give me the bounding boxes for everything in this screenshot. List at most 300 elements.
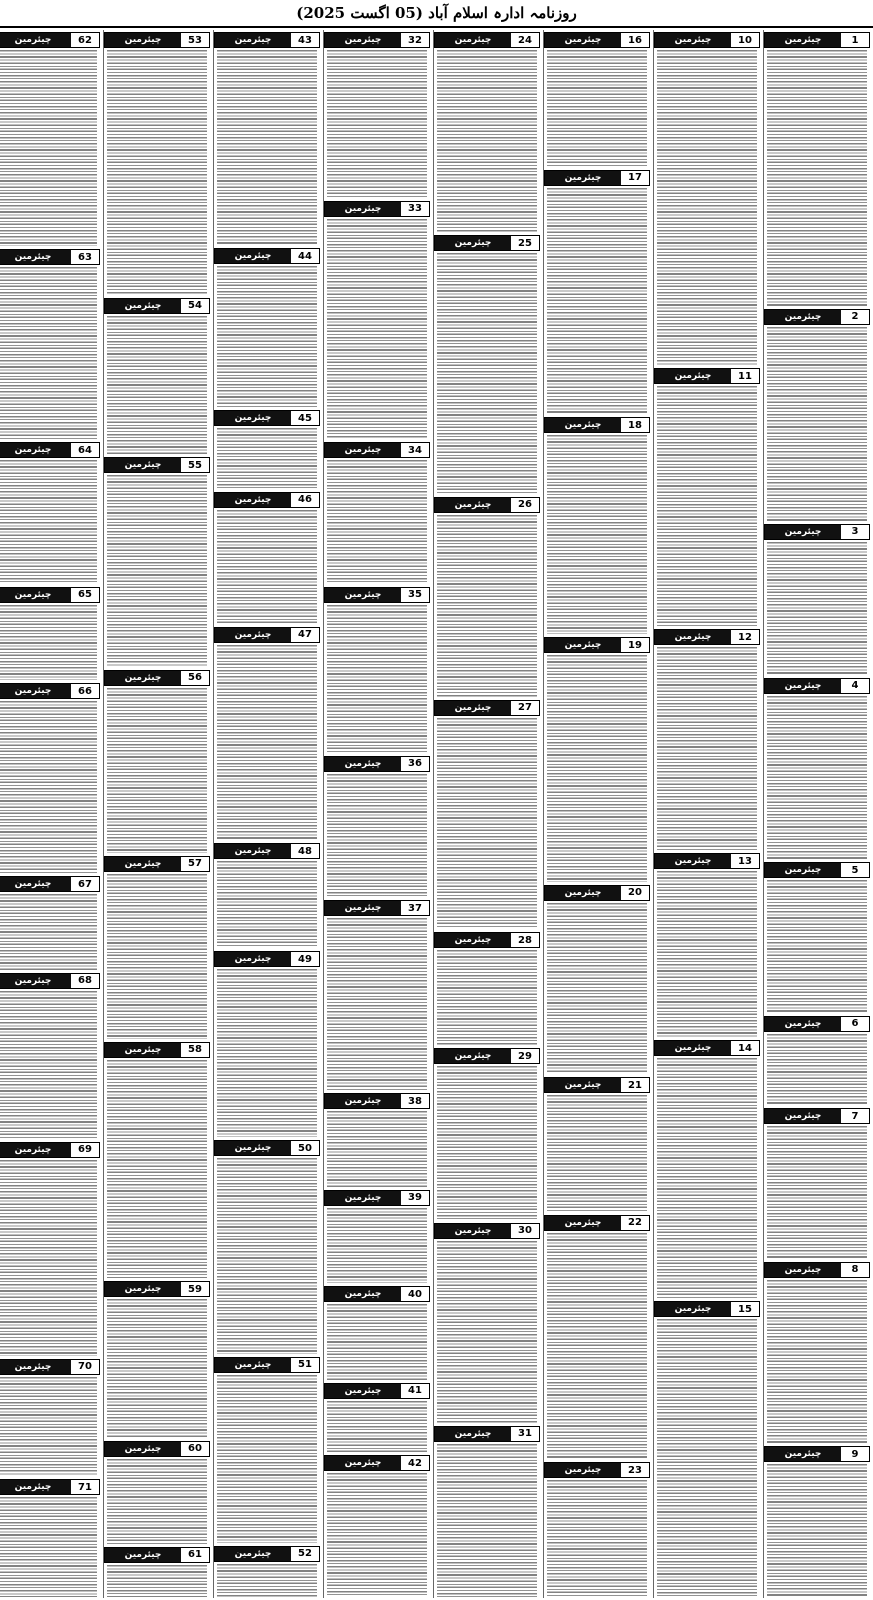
story-text-block <box>327 1111 427 1187</box>
story-label: چیئرمین <box>215 411 291 425</box>
story-number: 55 <box>181 458 209 472</box>
story-label: چیئرمین <box>0 1143 71 1157</box>
story-number: 25 <box>511 236 539 250</box>
story-header <box>104 1042 210 1058</box>
story-header <box>654 853 760 869</box>
story-number: 34 <box>401 443 429 457</box>
story-label: چیئرمین <box>545 418 621 432</box>
story-text-block <box>327 605 427 753</box>
story-number: 8 <box>841 1263 869 1277</box>
story-label: چیئرمین <box>215 1141 291 1155</box>
news-story <box>0 1477 100 1598</box>
story-number: 43 <box>291 33 319 47</box>
story-header <box>764 309 870 325</box>
story-number: 52 <box>291 1547 319 1561</box>
story-number: 40 <box>401 1287 429 1301</box>
story-header <box>214 32 320 48</box>
story-label: چیئرمین <box>325 443 401 457</box>
story-label: چیئرمین <box>765 525 841 539</box>
story-number: 10 <box>731 33 759 47</box>
story-header <box>434 235 540 251</box>
story-text-block <box>437 515 537 697</box>
story-header <box>0 587 100 603</box>
news-story <box>324 440 430 585</box>
news-story <box>214 490 320 625</box>
story-number: 30 <box>511 1224 539 1238</box>
story-number: 20 <box>621 886 649 900</box>
story-text-block <box>0 1497 97 1597</box>
story-label: چیئرمین <box>215 1547 291 1561</box>
story-number: 15 <box>731 1302 759 1316</box>
story-text-block <box>327 774 427 898</box>
story-header <box>214 1357 320 1373</box>
story-header <box>764 1016 870 1032</box>
news-story <box>104 30 210 296</box>
story-number: 39 <box>401 1191 429 1205</box>
story-label: چیئرمین <box>655 1041 731 1055</box>
story-label: چیئرمین <box>435 701 511 715</box>
story-label: چیئرمین <box>0 974 71 988</box>
news-column <box>433 30 540 1598</box>
news-story <box>214 30 320 246</box>
story-header <box>0 1359 100 1375</box>
story-number: 71 <box>71 1480 99 1494</box>
story-label: چیئرمین <box>105 1442 181 1456</box>
story-header <box>214 410 320 426</box>
news-column <box>653 30 760 1598</box>
story-label: چیئرمین <box>545 33 621 47</box>
story-text-block <box>547 50 647 167</box>
story-text-block <box>657 1319 757 1597</box>
story-text-block <box>0 701 97 873</box>
story-text-block <box>107 475 207 667</box>
story-header <box>324 1286 430 1302</box>
news-story <box>654 627 760 851</box>
story-header <box>434 932 540 948</box>
news-story <box>214 1544 320 1598</box>
story-label: چیئرمین <box>0 877 71 891</box>
news-story <box>544 635 650 883</box>
story-header <box>434 1048 540 1064</box>
story-header <box>104 1547 210 1563</box>
story-label: چیئرمین <box>105 857 181 871</box>
story-header <box>0 683 100 699</box>
story-label: چیئرمین <box>0 684 71 698</box>
story-header <box>324 1455 430 1471</box>
news-story <box>324 898 430 1091</box>
story-text-block <box>437 1444 537 1597</box>
story-number: 13 <box>731 854 759 868</box>
story-number: 63 <box>71 250 99 264</box>
story-label: چیئرمین <box>655 854 731 868</box>
story-header <box>434 32 540 48</box>
story-text-block <box>657 386 757 626</box>
story-label: چیئرمین <box>325 588 401 602</box>
news-story <box>324 1188 430 1285</box>
story-label: چیئرمین <box>325 1191 401 1205</box>
story-header <box>324 201 430 217</box>
story-number: 26 <box>511 498 539 512</box>
story-header <box>104 1281 210 1297</box>
news-story <box>104 455 210 668</box>
story-text-block <box>767 1034 867 1105</box>
story-number: 31 <box>511 1427 539 1441</box>
news-story <box>764 1260 870 1444</box>
news-story <box>654 366 760 627</box>
story-text-block <box>327 918 427 1090</box>
story-text-block <box>767 1126 867 1259</box>
story-number: 29 <box>511 1049 539 1063</box>
story-label: چیئرمین <box>0 33 71 47</box>
story-text-block <box>217 266 317 407</box>
story-number: 65 <box>71 588 99 602</box>
news-story <box>104 1279 210 1438</box>
story-header <box>214 843 320 859</box>
news-story <box>0 585 100 682</box>
story-header <box>104 856 210 872</box>
story-number: 41 <box>401 1384 429 1398</box>
news-story <box>434 233 540 494</box>
story-header <box>434 1426 540 1442</box>
story-label: چیئرمین <box>325 1094 401 1108</box>
story-text-block <box>217 1158 317 1353</box>
news-story <box>0 1140 100 1357</box>
story-header <box>544 170 650 186</box>
news-story <box>544 1075 650 1213</box>
story-label: چیئرمین <box>435 1224 511 1238</box>
story-text-block <box>107 1299 207 1437</box>
story-text-block <box>767 542 867 675</box>
story-header <box>214 248 320 264</box>
story-label: چیئرمین <box>105 458 181 472</box>
story-header <box>104 298 210 314</box>
news-story <box>654 30 760 366</box>
story-header <box>214 627 320 643</box>
news-story <box>104 854 210 1040</box>
story-header <box>434 497 540 513</box>
story-label: چیئرمین <box>215 628 291 642</box>
story-text-block <box>547 1233 647 1460</box>
story-label: چیئرمین <box>105 671 181 685</box>
story-header <box>214 1140 320 1156</box>
story-header <box>214 492 320 508</box>
story-text-block <box>437 1066 537 1219</box>
story-text-block <box>0 1377 97 1477</box>
story-number: 36 <box>401 757 429 771</box>
story-text-block <box>0 460 97 584</box>
news-column <box>0 30 100 1598</box>
story-text-block <box>657 50 757 365</box>
news-story <box>654 1299 760 1598</box>
story-text-block <box>767 327 867 521</box>
story-number: 17 <box>621 171 649 185</box>
story-label: چیئرمین <box>215 1358 291 1372</box>
story-label: چیئرمین <box>215 952 291 966</box>
news-story <box>214 1355 320 1544</box>
story-text-block <box>217 510 317 624</box>
story-text-block <box>217 50 317 245</box>
news-story <box>544 1460 650 1598</box>
news-story <box>434 1046 540 1220</box>
news-story <box>544 883 650 1076</box>
story-header <box>544 1077 650 1093</box>
story-header <box>544 637 650 653</box>
news-story <box>104 1439 210 1545</box>
news-story <box>214 841 320 949</box>
news-story <box>0 681 100 874</box>
story-text-block <box>327 1473 427 1597</box>
story-header <box>0 1479 100 1495</box>
story-text-block <box>547 1480 647 1597</box>
story-label: چیئرمین <box>765 1017 841 1031</box>
news-story <box>434 1424 540 1598</box>
story-text-block <box>327 1401 427 1452</box>
story-label: چیئرمین <box>545 1463 621 1477</box>
news-story <box>324 30 430 199</box>
story-text-block <box>107 50 207 295</box>
newspaper-page <box>0 28 873 1598</box>
story-text-block <box>0 267 97 439</box>
story-label: چیئرمین <box>0 1360 71 1374</box>
story-number: 37 <box>401 901 429 915</box>
news-story <box>434 495 540 698</box>
news-story <box>764 30 870 307</box>
story-number: 64 <box>71 443 99 457</box>
news-story <box>104 668 210 854</box>
story-number: 14 <box>731 1041 759 1055</box>
story-number: 21 <box>621 1078 649 1092</box>
story-header <box>214 1546 320 1562</box>
story-number: 24 <box>511 33 539 47</box>
story-text-block <box>0 991 97 1139</box>
story-number: 54 <box>181 299 209 313</box>
news-story <box>214 1138 320 1354</box>
story-number: 69 <box>71 1143 99 1157</box>
story-number: 59 <box>181 1282 209 1296</box>
story-text-block <box>217 861 317 948</box>
story-number: 27 <box>511 701 539 715</box>
story-label: چیئرمین <box>105 1548 181 1562</box>
story-text-block <box>217 428 317 488</box>
story-number: 22 <box>621 1216 649 1230</box>
story-label: چیئرمین <box>325 1287 401 1301</box>
story-header <box>434 700 540 716</box>
story-label: چیئرمین <box>545 171 621 185</box>
story-label: چیئرمین <box>765 1109 841 1123</box>
story-number: 6 <box>841 1017 869 1031</box>
story-label: چیئرمین <box>0 443 71 457</box>
story-number: 50 <box>291 1141 319 1155</box>
story-label: چیئرمین <box>765 679 841 693</box>
news-story <box>214 246 320 408</box>
story-text-block <box>327 219 427 439</box>
story-header <box>544 885 650 901</box>
news-story <box>764 522 870 676</box>
story-label: چیئرمین <box>545 1078 621 1092</box>
story-number: 70 <box>71 1360 99 1374</box>
news-story <box>324 199 430 440</box>
story-number: 53 <box>181 33 209 47</box>
story-label: چیئرمین <box>435 498 511 512</box>
story-header <box>324 1383 430 1399</box>
news-story <box>654 1038 760 1299</box>
story-number: 56 <box>181 671 209 685</box>
story-text-block <box>547 188 647 415</box>
story-number: 28 <box>511 933 539 947</box>
story-text-block <box>327 50 427 198</box>
news-story <box>764 307 870 522</box>
story-text-block <box>0 50 97 246</box>
story-number: 23 <box>621 1463 649 1477</box>
story-header <box>654 1040 760 1056</box>
story-text-block <box>437 50 537 232</box>
story-label: چیئرمین <box>435 1049 511 1063</box>
story-label: چیئرمین <box>215 249 291 263</box>
story-header <box>0 32 100 48</box>
story-number: 45 <box>291 411 319 425</box>
story-label: چیئرمین <box>765 310 841 324</box>
story-number: 66 <box>71 684 99 698</box>
news-story <box>764 1444 870 1598</box>
story-label: چیئرمین <box>215 844 291 858</box>
news-story <box>0 30 100 247</box>
story-number: 3 <box>841 525 869 539</box>
story-label: چیئرمین <box>435 236 511 250</box>
story-text-block <box>0 1160 97 1356</box>
story-label: چیئرمین <box>435 1427 511 1441</box>
story-text-block <box>0 605 97 681</box>
news-column <box>763 30 870 1598</box>
news-story <box>214 949 320 1138</box>
story-header <box>0 249 100 265</box>
story-header <box>764 524 870 540</box>
story-number: 5 <box>841 863 869 877</box>
story-number: 35 <box>401 588 429 602</box>
news-story <box>104 296 210 455</box>
story-number: 51 <box>291 1358 319 1372</box>
news-story <box>764 676 870 860</box>
story-header <box>104 670 210 686</box>
story-text-block <box>107 1459 207 1544</box>
news-story <box>324 1091 430 1188</box>
news-column <box>543 30 650 1598</box>
story-number: 16 <box>621 33 649 47</box>
story-text-block <box>437 253 537 493</box>
story-header <box>654 629 760 645</box>
story-label: چیئرمین <box>215 493 291 507</box>
story-label: چیئرمین <box>105 1043 181 1057</box>
story-text-block <box>0 894 97 970</box>
story-text-block <box>767 1280 867 1443</box>
story-header <box>104 457 210 473</box>
story-text-block <box>657 647 757 850</box>
story-header <box>0 442 100 458</box>
story-number: 18 <box>621 418 649 432</box>
story-label: چیئرمین <box>0 250 71 264</box>
story-label: چیئرمین <box>655 33 731 47</box>
news-story <box>214 625 320 841</box>
story-label: چیئرمین <box>325 757 401 771</box>
story-number: 47 <box>291 628 319 642</box>
story-text-block <box>107 1060 207 1278</box>
news-story <box>104 1040 210 1279</box>
story-label: چیئرمین <box>655 630 731 644</box>
story-text-block <box>217 1375 317 1543</box>
story-text-block <box>437 718 537 929</box>
story-label: چیئرمین <box>325 1384 401 1398</box>
story-label: چیئرمین <box>655 1302 731 1316</box>
story-text-block <box>217 645 317 840</box>
story-text-block <box>327 1208 427 1284</box>
news-column <box>103 30 210 1598</box>
story-number: 38 <box>401 1094 429 1108</box>
news-story <box>0 971 100 1140</box>
story-header <box>104 1441 210 1457</box>
story-label: چیئرمین <box>105 299 181 313</box>
story-text-block <box>657 1058 757 1298</box>
news-story <box>544 1213 650 1461</box>
news-story <box>324 1381 430 1453</box>
story-label: چیئرمین <box>105 1282 181 1296</box>
story-header <box>214 951 320 967</box>
news-story <box>0 1357 100 1478</box>
story-label: چیئرمین <box>545 886 621 900</box>
news-story <box>434 930 540 1046</box>
story-text-block <box>547 435 647 634</box>
story-number: 58 <box>181 1043 209 1057</box>
story-number: 68 <box>71 974 99 988</box>
story-header <box>544 1462 650 1478</box>
story-number: 57 <box>181 857 209 871</box>
story-header <box>654 1301 760 1317</box>
news-story <box>324 754 430 899</box>
story-header <box>764 1262 870 1278</box>
story-header <box>0 876 100 892</box>
news-story <box>434 30 540 233</box>
story-label: چیئرمین <box>765 863 841 877</box>
story-header <box>654 368 760 384</box>
story-header <box>544 32 650 48</box>
story-text-block <box>217 1564 317 1597</box>
story-number: 46 <box>291 493 319 507</box>
story-number: 7 <box>841 1109 869 1123</box>
story-label: چیئرمین <box>545 1216 621 1230</box>
story-number: 1 <box>841 33 869 47</box>
story-text-block <box>767 50 867 306</box>
story-header <box>764 1446 870 1462</box>
story-number: 62 <box>71 33 99 47</box>
news-column <box>323 30 430 1598</box>
story-header <box>764 1108 870 1124</box>
story-header <box>324 756 430 772</box>
story-number: 11 <box>731 369 759 383</box>
story-text-block <box>107 874 207 1039</box>
story-label: چیئرمین <box>325 1456 401 1470</box>
story-text-block <box>107 1565 207 1597</box>
story-label: چیئرمین <box>545 638 621 652</box>
news-story <box>434 1221 540 1424</box>
story-header <box>764 862 870 878</box>
story-number: 48 <box>291 844 319 858</box>
news-story <box>324 1453 430 1598</box>
story-number: 42 <box>401 1456 429 1470</box>
story-label: چیئرمین <box>765 1263 841 1277</box>
story-label: چیئرمین <box>765 1447 841 1461</box>
story-label: چیئرمین <box>105 33 181 47</box>
story-header <box>764 678 870 694</box>
news-story <box>324 1284 430 1381</box>
story-text-block <box>437 1241 537 1423</box>
